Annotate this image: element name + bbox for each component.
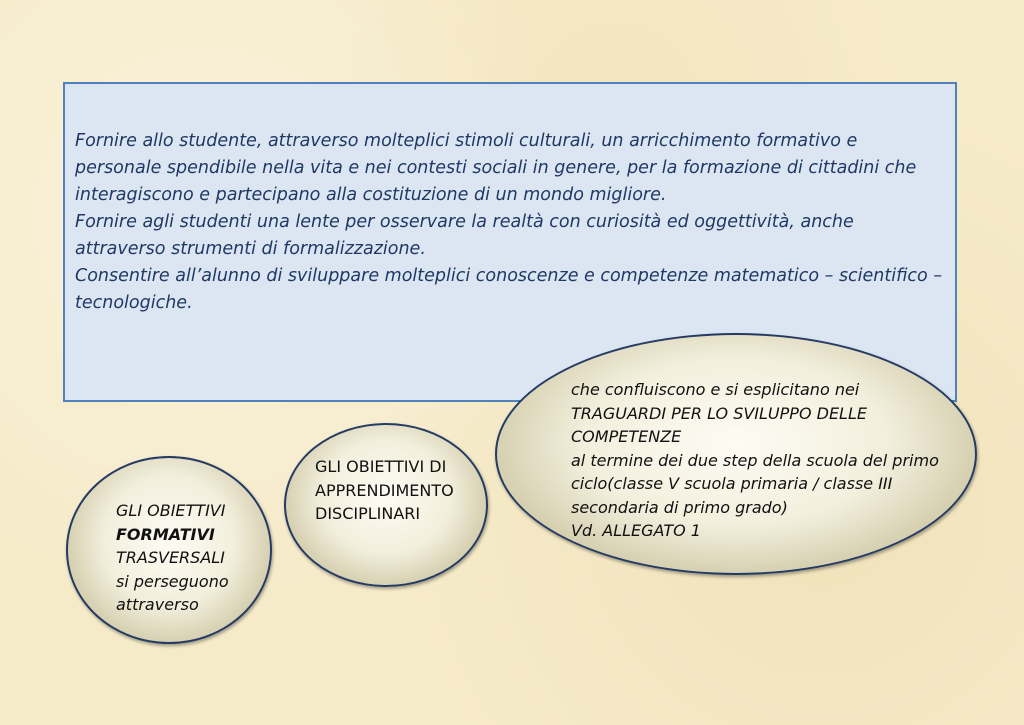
objective-paragraph-2: Fornire agli studenti una lente per osservare la realtà con curiosità ed oggettività, anche attraverso strumenti di formalizzazione. [75, 212, 854, 259]
oval-traguardi-line-5: ciclo(classe V scuola primaria / classe III [571, 474, 893, 493]
oval-formativi-text [116, 499, 229, 617]
oval-obiettivi-apprendimento [284, 423, 488, 587]
oval-apprendimento-line-2: APPRENDIMENTO [315, 480, 454, 500]
objective-paragraph-1: Fornire allo studente, attraverso molteplici stimoli culturali, un arricchimento formativo e personale spendibile nella vita e nei contesti sociali in genere, per la formazione di cittadini che interagiscono e partecipano alla costituzione di un mondo migliore. [75, 131, 917, 205]
oval-traguardi-line-7: Vd. ALLEGATO 1 [571, 521, 701, 540]
objective-paragraph-3: Consentire all’alunno di sviluppare molteplici conoscenze e competenze matematico – scientifico – tecnologiche. [75, 266, 943, 313]
oval-formativi-line-5: attraverso [116, 595, 199, 614]
oval-obiettivi-formativi [66, 456, 272, 644]
oval-traguardi-line-2: TRAGUARDI PER LO SVILUPPO DELLE [571, 403, 867, 423]
oval-apprendimento-text [315, 455, 454, 526]
oval-formativi-line-3: TRASVERSALI [116, 548, 225, 567]
oval-apprendimento-line-1: GLI OBIETTIVI DI [315, 457, 447, 476]
oval-traguardi-line-3: COMPETENZE [571, 427, 682, 446]
oval-formativi-line-1: GLI OBIETTIVI [116, 501, 226, 520]
oval-apprendimento-line-3: DISCIPLINARI [315, 504, 421, 523]
oval-traguardi-competenze [495, 333, 977, 575]
oval-traguardi-line-6: secondaria di primo grado) [571, 497, 788, 517]
oval-traguardi-text [571, 378, 939, 543]
oval-formativi-line-2: FORMATIVI [116, 524, 215, 544]
oval-traguardi-line-4: al termine dei due step della scuola del primo [571, 450, 939, 470]
oval-formativi-line-4: si perseguono [116, 571, 229, 591]
oval-traguardi-line-1: che confluiscono e si esplicitano nei [571, 380, 860, 399]
